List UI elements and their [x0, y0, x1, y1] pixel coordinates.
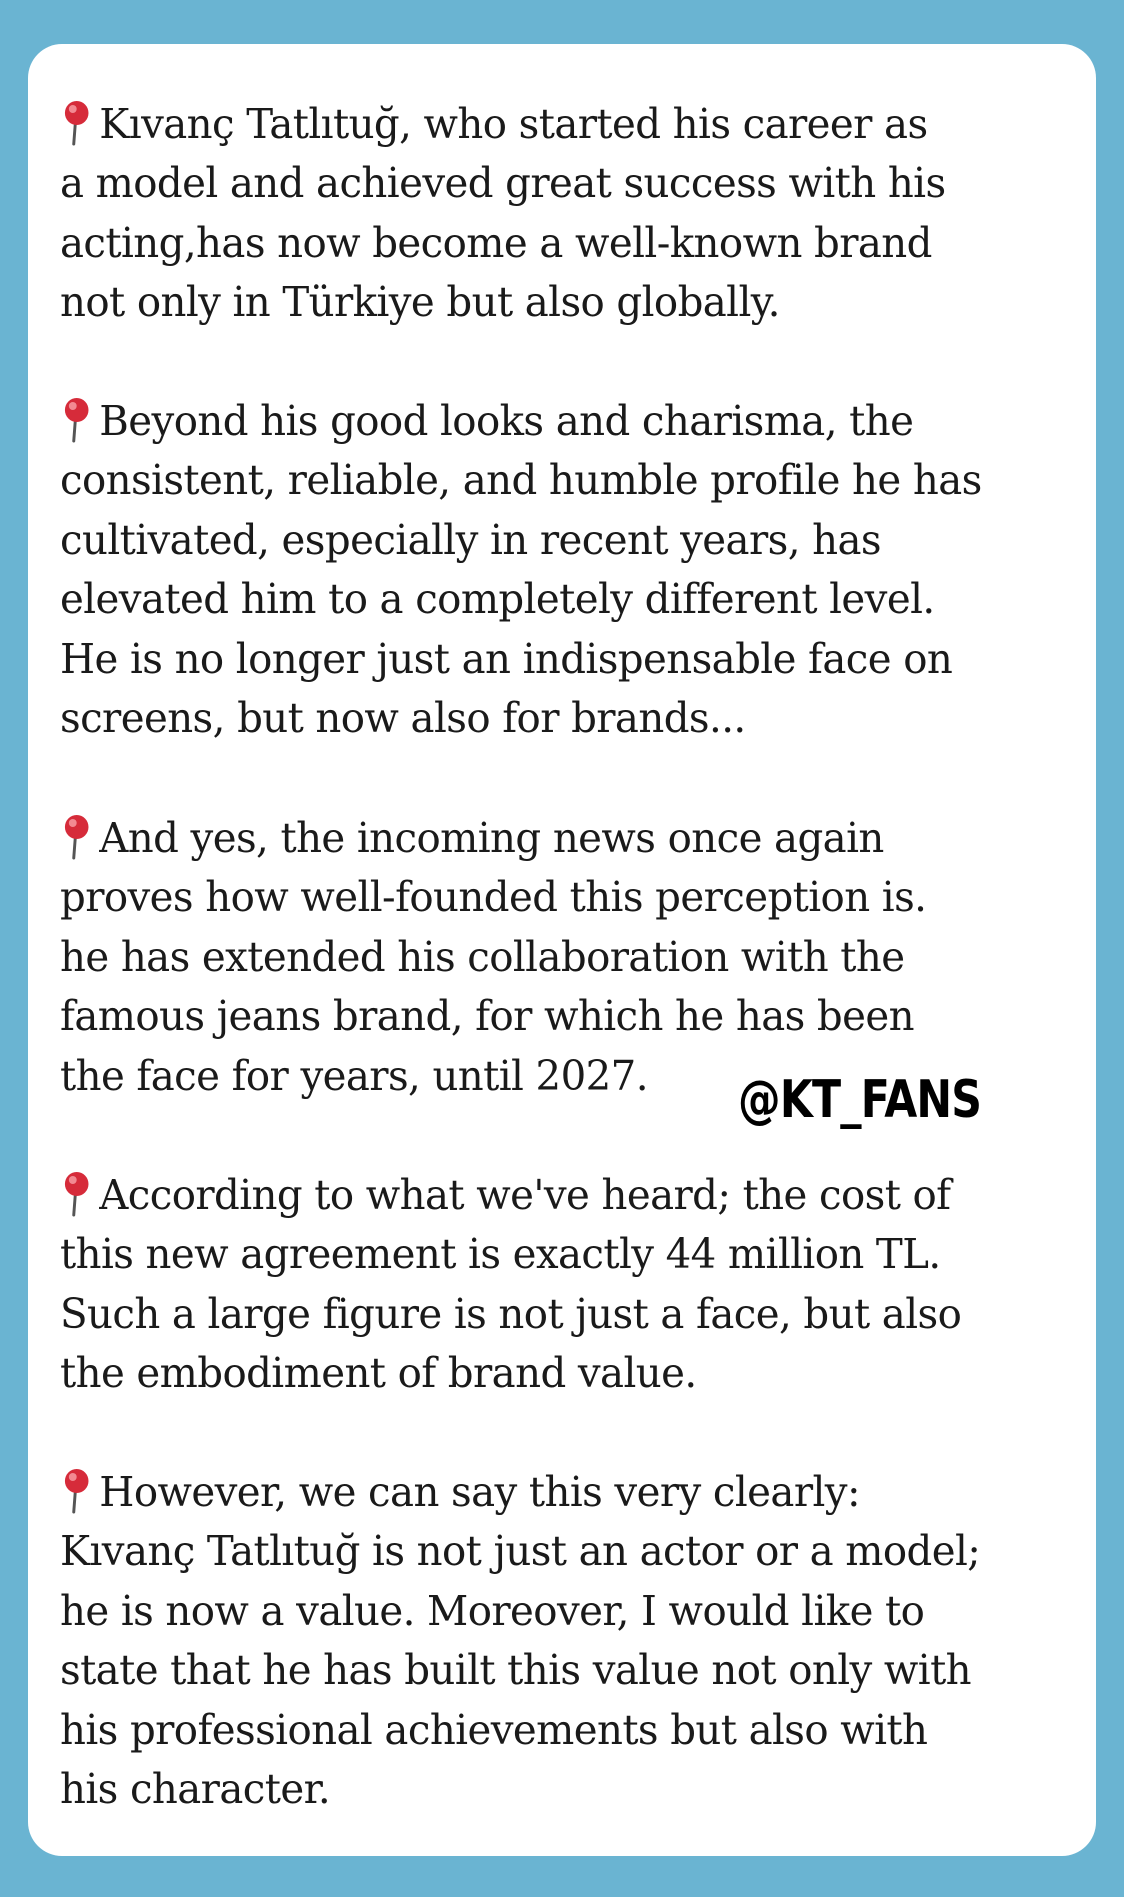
pushpin-icon	[60, 397, 93, 443]
paragraph-line: state that he has built this value not only with	[60, 1646, 972, 1695]
paragraph-line: cultivated, especially in recent years, has	[60, 515, 881, 564]
paragraph-line: the face for years, until 2027.	[60, 1051, 648, 1100]
paragraph-line: he is now a value. Moreover, I would like to	[60, 1586, 925, 1635]
paragraph-3	[60, 809, 1084, 1106]
pushpin-icon	[60, 814, 93, 860]
paragraph-line: He is no longer just an indispensable face on	[60, 634, 953, 683]
paragraph-1	[60, 95, 1084, 333]
paragraph-line: his character.	[60, 1765, 331, 1814]
paragraph-line: his professional achievements but also with	[60, 1705, 928, 1754]
paragraph-line: acting,has now become a well-known brand	[60, 218, 932, 267]
paragraph-line: elevated him to a completely different level.	[60, 575, 935, 624]
paragraph-line: a model and achieved great success with his	[60, 159, 946, 208]
paragraph-5	[60, 1463, 1084, 1819]
paragraph-line: this new agreement is exactly 44 million TL.	[60, 1230, 941, 1279]
paragraph-line: Kıvanç Tatlıtuğ is not just an actor or a model;	[60, 1527, 981, 1576]
paragraph-line: proves how well-founded this perception is.	[60, 873, 927, 922]
paragraph-2	[60, 392, 1084, 748]
pushpin-icon	[60, 1171, 93, 1217]
pushpin-icon	[60, 100, 93, 146]
paragraph-line: consistent, reliable, and humble profile he has	[60, 456, 982, 505]
paragraph-line: Beyond his good looks and charisma, the	[60, 392, 1066, 451]
pushpin-icon	[60, 1468, 93, 1514]
paragraph-line: Kıvanç Tatlıtuğ, who started his career as	[60, 95, 1066, 154]
paragraph-4	[60, 1166, 1084, 1404]
paragraph-line: the embodiment of brand value.	[60, 1349, 697, 1398]
paragraph-line: And yes, the incoming news once again	[60, 809, 1066, 868]
watermark-handle: @KT_FANS	[738, 1070, 982, 1130]
paragraph-line: Such a large figure is not just a face, but also	[60, 1289, 962, 1338]
paragraph-line: According to what we've heard; the cost of	[60, 1166, 1066, 1225]
paragraph-line: not only in Türkiye but also globally.	[60, 278, 780, 327]
paragraph-line: famous jeans brand, for which he has been	[60, 992, 914, 1041]
paragraph-line: he has extended his collaboration with the	[60, 932, 905, 981]
paragraph-line: However, we can say this very clearly:	[60, 1463, 1066, 1522]
paragraph-line: screens, but now also for brands...	[60, 694, 746, 743]
